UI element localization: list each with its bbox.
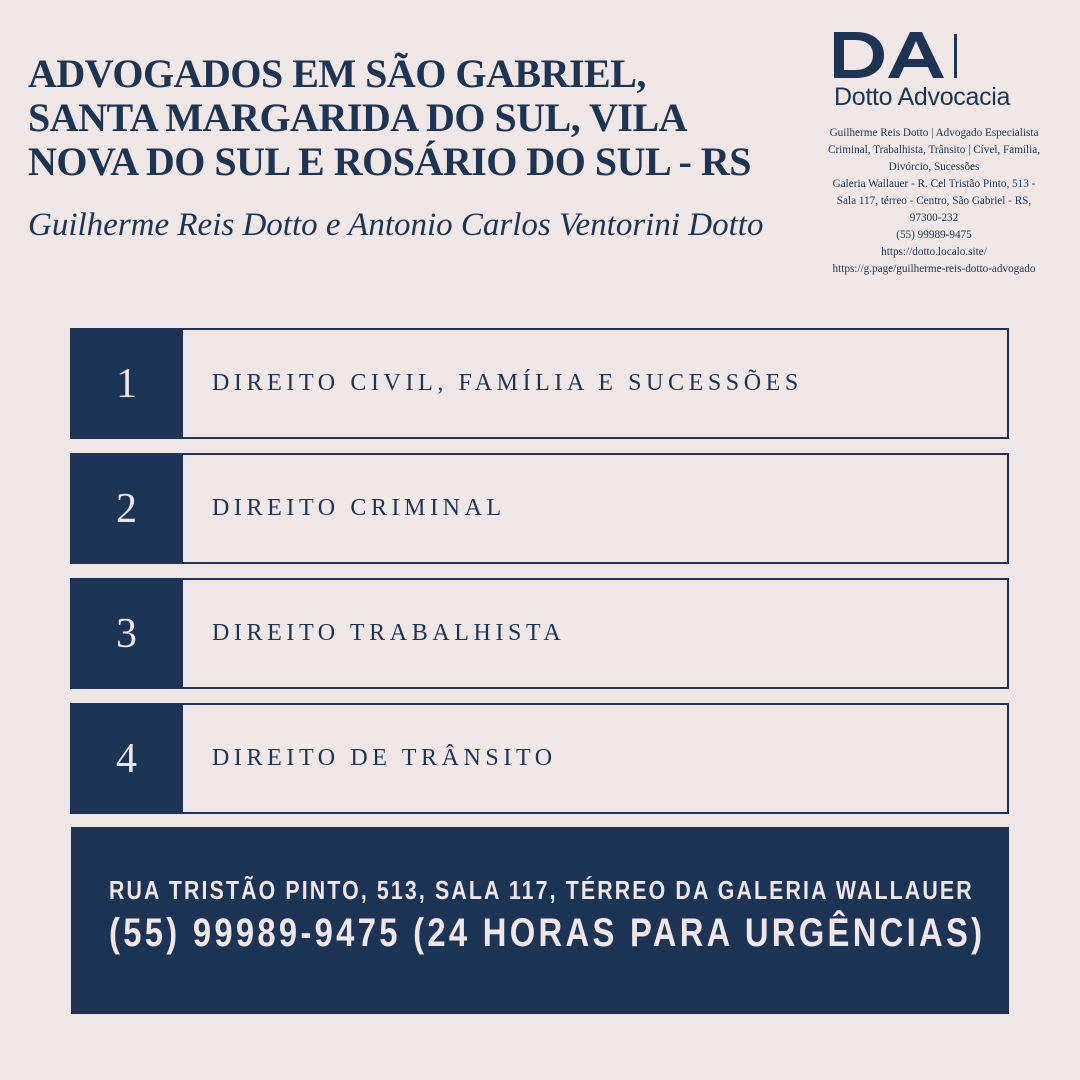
footer-address: RUA TRISTÃO PINTO, 513, SALA 117, TÉRREO DA GALERIA WALLAUER bbox=[109, 875, 974, 905]
info-website-link[interactable]: https://dotto.localo.site/ bbox=[881, 246, 987, 258]
service-number: 2 bbox=[70, 453, 183, 564]
info-phone: (55) 99989-9475 bbox=[896, 229, 972, 241]
service-item bbox=[70, 328, 1009, 439]
contact-info bbox=[824, 125, 1044, 278]
logo-mark bbox=[834, 32, 1044, 80]
info-address: Galeria Wallauer - R. Cel Tristão Pinto, 513 - Sala 117, térreo - Centro, São Gabriel - RS, 97300-232 bbox=[832, 178, 1036, 224]
logo-letter-d-icon bbox=[834, 32, 884, 78]
page-title-line: ADVOGADOS EM SÃO GABRIEL, bbox=[28, 51, 646, 96]
service-number: 3 bbox=[70, 578, 183, 689]
service-item bbox=[70, 453, 1009, 564]
logo-divider bbox=[954, 34, 957, 78]
brand-logo bbox=[834, 32, 1044, 112]
page-title bbox=[28, 52, 818, 184]
service-number: 1 bbox=[70, 328, 183, 439]
page-title-line: NOVA DO SUL E ROSÁRIO DO SUL - RS bbox=[28, 139, 751, 184]
logo-name: Dotto Advocacia bbox=[834, 83, 1011, 111]
service-label: DIREITO CIVIL, FAMÍLIA E SUCESSÕES bbox=[212, 370, 803, 396]
logo-letter-a-icon bbox=[888, 32, 944, 78]
service-item bbox=[70, 578, 1009, 689]
info-gpage-link[interactable]: https://g.page/guilherme-reis-dotto-advogado bbox=[832, 263, 1036, 275]
contact-footer bbox=[71, 827, 1009, 1014]
service-item bbox=[70, 703, 1009, 814]
page-title-line: SANTA MARGARIDA DO SUL, VILA bbox=[28, 95, 688, 140]
info-description: Guilherme Reis Dotto | Advogado Especialista Criminal, Trabalhista, Trânsito | Cível, Família, Divórcio, Sucessões bbox=[827, 127, 1040, 173]
page-subtitle: Guilherme Reis Dotto e Antonio Carlos Ventorini Dotto bbox=[28, 207, 764, 243]
footer-phone: (55) 99989-9475 (24 HORAS PARA URGÊNCIAS) bbox=[109, 911, 986, 955]
service-label: DIREITO TRABALHISTA bbox=[212, 620, 566, 646]
service-label: DIREITO DE TRÂNSITO bbox=[212, 745, 557, 771]
service-number: 4 bbox=[70, 703, 183, 814]
service-label: DIREITO CRIMINAL bbox=[212, 495, 506, 521]
